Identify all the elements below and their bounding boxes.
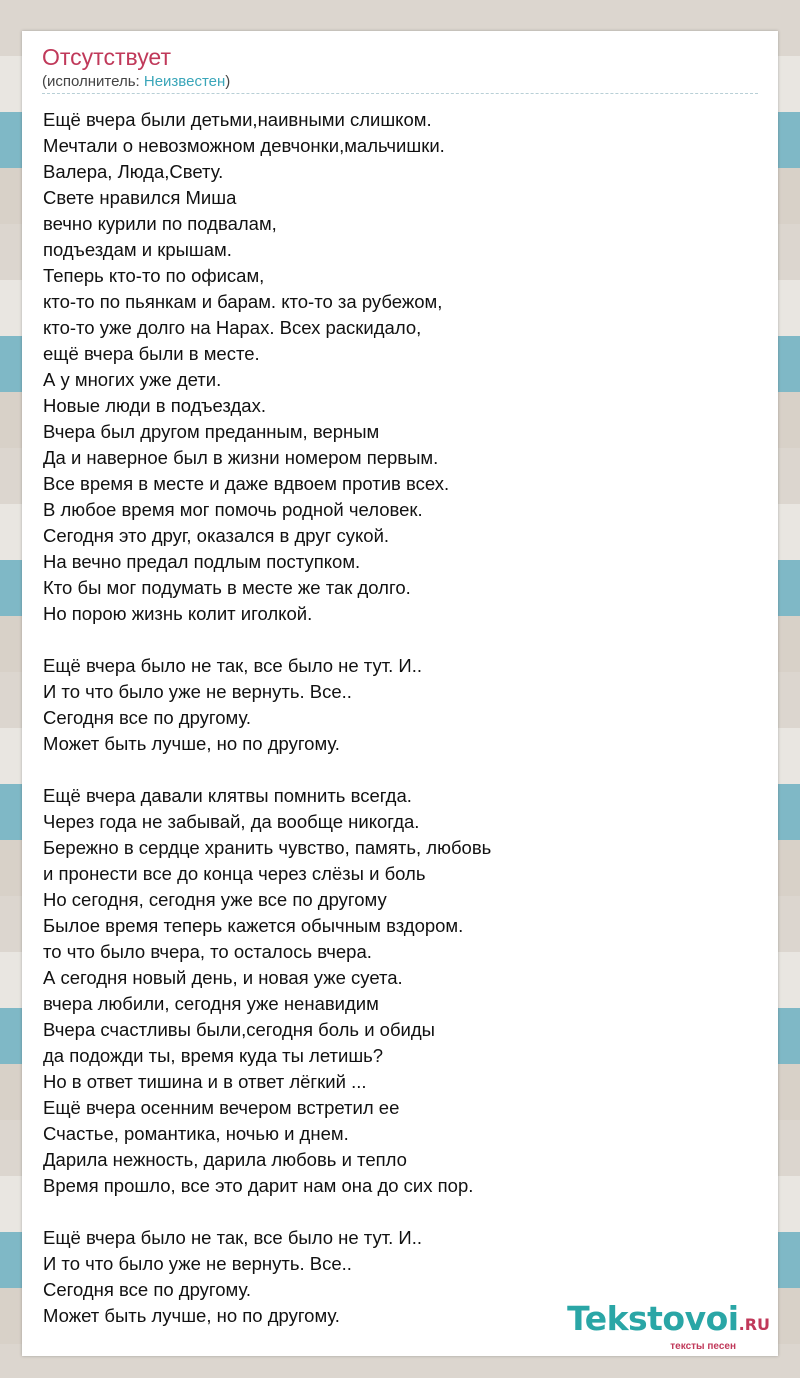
lyrics-line: Кто бы мог подумать в месте же так долго. — [43, 577, 411, 598]
lyrics-line: Но сегодня, сегодня уже все по другому — [43, 889, 387, 910]
lyrics-line: Сегодня это друг, оказался в друг сукой. — [43, 525, 390, 546]
lyrics-line: Ещё вчера было не так, все было не тут. И.. — [43, 655, 423, 676]
lyrics-line: Сегодня все по другому. — [43, 1279, 252, 1300]
lyrics-line: вечно курили по подвалам, — [43, 213, 277, 234]
artist-prefix: (исполнитель: — [42, 73, 144, 90]
lyrics-line: Но в ответ тишина и в ответ лёгкий ... — [43, 1071, 367, 1092]
lyrics-line: Может быть лучше, но по другому. — [43, 733, 340, 754]
artist-link[interactable]: Неизвестен — [143, 73, 226, 90]
lyrics-line: На вечно предал подлым поступком. — [43, 551, 361, 572]
artist-line — [42, 73, 230, 91]
logo-tagline: тексты песен — [670, 1341, 736, 1352]
lyrics-line: вчера любили, сегодня уже ненавидим — [43, 993, 379, 1014]
lyrics-line: Ещё вчера были детьми,наивными слишком. — [43, 109, 432, 130]
lyrics-line: Все время в месте и даже вдвоем против всех. — [43, 473, 450, 494]
lyrics-line: Но порою жизнь колит иголкой. — [43, 603, 313, 624]
lyrics-text — [43, 107, 763, 1355]
lyrics-line: Валера, Люда,Свету. — [43, 161, 224, 182]
lyrics-line: Вчера был другом преданным, верным — [43, 421, 380, 442]
lyrics-stanza — [43, 653, 763, 757]
lyrics-line: Да и наверное был в жизни номером первым. — [43, 447, 439, 468]
lyrics-card — [22, 31, 778, 1356]
lyrics-line: Былое время теперь кажется обычным вздором. — [43, 915, 464, 936]
artist-suffix: ) — [225, 73, 231, 90]
lyrics-line: И то что было уже не вернуть. Все.. — [43, 681, 352, 702]
lyrics-line: Ещё вчера было не так, все было не тут. И.. — [43, 1227, 423, 1248]
lyrics-line: А у многих уже дети. — [43, 369, 222, 390]
lyrics-line: Счастье, романтика, ночью и днем. — [43, 1123, 349, 1144]
lyrics-line: В любое время мог помочь родной человек. — [43, 499, 423, 520]
lyrics-line: Бережно в сердце хранить чувство, память, любовь — [43, 837, 492, 858]
lyrics-line: Дарила нежность, дарила любовь и тепло — [43, 1149, 407, 1170]
lyrics-line: Время прошло, все это дарит нам она до сих пор. — [43, 1175, 474, 1196]
lyrics-line: Сегодня все по другому. — [43, 707, 252, 728]
lyrics-line: Новые люди в подъездах. — [43, 395, 266, 416]
lyrics-line: Ещё вчера давали клятвы помнить всегда. — [43, 785, 412, 806]
lyrics-line: Ещё вчера осенним вечером встретил ее — [43, 1097, 400, 1118]
lyrics-line: Мечтали о невозможном девчонки,мальчишки. — [43, 135, 445, 156]
lyrics-line: да подожди ты, время куда ты летишь? — [43, 1045, 384, 1066]
title-divider — [42, 93, 758, 94]
lyrics-stanza — [43, 783, 763, 1199]
logo-domain: .RU — [738, 1315, 770, 1334]
lyrics-line: А сегодня новый день, и новая уже суета. — [43, 967, 403, 988]
song-title: Отсутствует — [42, 44, 171, 70]
lyrics-line: кто-то уже долго на Нарах. Всех раскидало, — [43, 317, 422, 338]
lyrics-line: Может быть лучше, но по другому. — [43, 1305, 340, 1326]
lyrics-line: И то что было уже не вернуть. Все.. — [43, 1253, 352, 1274]
lyrics-line: Через года не забывай, да вообще никогда. — [43, 811, 420, 832]
site-logo[interactable] — [567, 1299, 770, 1352]
lyrics-line: подъездам и крышам. — [43, 239, 232, 260]
lyrics-line: Теперь кто-то по офисам, — [43, 265, 265, 286]
lyrics-line: и пронести все до конца через слёзы и боль — [43, 863, 426, 884]
logo-brand-name: Tekstovoi — [567, 1299, 739, 1338]
lyrics-line: Свете нравился Миша — [43, 187, 237, 208]
lyrics-line: Вчера счастливы были,сегодня боль и обиды — [43, 1019, 435, 1040]
logo-brand — [567, 1299, 770, 1342]
lyrics-line: ещё вчера были в месте. — [43, 343, 260, 364]
lyrics-line: то что было вчера, то осталось вчера. — [43, 941, 372, 962]
lyrics-stanza — [43, 107, 763, 627]
lyrics-line: кто-то по пьянкам и барам. кто-то за рубежом, — [43, 291, 443, 312]
